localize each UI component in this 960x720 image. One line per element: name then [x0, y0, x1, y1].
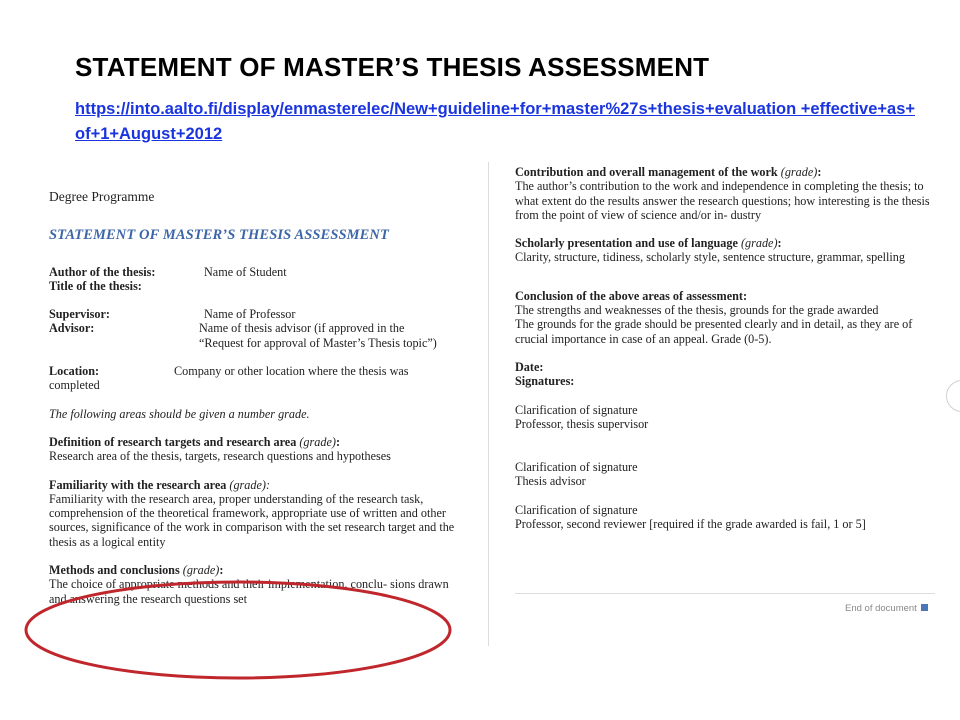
- section-heading: Familiarity with the research area: [49, 477, 227, 492]
- supervisor-label: Supervisor:: [49, 307, 110, 322]
- section-contribution: Contribution and overall management of the work (grade): The author’s contribution to the work and independence in completing the thesis; to what extent do the results answer the research questions; how interesting is the thesis from the point of view of science and/or in- dustry: [515, 165, 933, 222]
- advisor-value: Name of thesis advisor (if approved in the “Request for approval of Master’s Thesis topic”): [199, 321, 437, 350]
- location-label: Location:: [49, 364, 100, 379]
- date-label: Date:: [515, 359, 544, 374]
- grade-label: (grade): [182, 563, 220, 578]
- author-value: Name of Student: [204, 264, 287, 279]
- grade-label: (grade): [299, 434, 336, 449]
- signature-role: Thesis advisor: [515, 474, 586, 489]
- signatures-label: Signatures:: [515, 374, 575, 389]
- author-label: Author of the thesis:: [49, 264, 156, 279]
- thesis-title-label: Title of the thesis:: [49, 278, 142, 293]
- location-value: Company or other location where the thesis was: [174, 364, 409, 379]
- section-body: Research area of the thesis, targets, research questions and hypotheses: [49, 449, 391, 464]
- section-body: Familiarity with the research area, proper understanding of the research task, comprehension of the theoretical framework, appropriate use of written and other sources, significance of the work in comparison with the set research target and the thesis as a logical entity: [49, 491, 455, 549]
- slide-title: STATEMENT OF MASTER’S THESIS ASSESSMENT: [75, 52, 710, 82]
- signature-clarification: Clarification of signature: [515, 402, 638, 417]
- section-body: The author’s contribution to the work and independence in completing the thesis; to what extent do the results answer the research questions; how interesting is the thesis from the point of view of science and/or in- dustry: [515, 179, 930, 222]
- section-methods: Methods and conclusions (grade): The choice of appropriate methods and their implementation, conclu- sions drawn and answering the research questions set: [49, 563, 469, 606]
- signature-clarification: Clarification of signature: [515, 502, 638, 517]
- grade-label: (grade): [229, 477, 266, 492]
- conclusion-body-2: The grounds for the grade should be presented clearly and in detail, as they are of crucial importance in case of an appeal. Grade (0-5).: [515, 317, 913, 346]
- signature-role: Professor, second reviewer [required if the grade awarded is fail, 1 or 5]: [515, 517, 866, 532]
- supervisor-value: Name of Professor: [204, 307, 296, 322]
- section-scholarly: Scholarly presentation and use of language (grade): Clarity, structure, tidiness, scholarly style, sentence structure, grammar, spelling: [515, 236, 933, 265]
- degree-programme: Degree Programme: [49, 189, 155, 204]
- document-title: STATEMENT OF MASTER’S THESIS ASSESSMENT: [49, 227, 389, 244]
- grade-label: (grade): [740, 236, 778, 251]
- conclusion-heading: Conclusion of the above areas of assessment:: [515, 288, 748, 303]
- end-of-document-label: End of document: [845, 603, 917, 614]
- guideline-link[interactable]: https://into.aalto.fi/display/enmasterelec/New+guideline+for+master%27s+thesis+evaluation +effective+as+of+1+August+2012: [75, 100, 916, 143]
- section-familiarity: Familiarity with the research area (grade): Familiarity with the research area, proper understanding of the research task, comprehension of the theoretical framework, appropriate use of written and other sources, significance of the work in comparison with the set research target and the thesis as a logical entity: [49, 478, 469, 549]
- section-body: Clarity, structure, tidiness, scholarly style, sentence structure, grammar, spelling: [515, 250, 905, 265]
- section-research-targets: Definition of research targets and research area (grade): Research area of the thesis, targets, research questions and hypotheses: [49, 435, 469, 464]
- grade-label: (grade): [780, 165, 818, 179]
- section-heading: Methods and conclusions: [49, 563, 180, 578]
- section-heading: Definition of research targets and research area: [49, 434, 297, 449]
- location-value-cont: completed: [49, 378, 100, 393]
- grade-note: The following areas should be given a number grade.: [49, 406, 310, 421]
- section-body: The choice of appropriate methods and their implementation, conclu- sions drawn and answering the research questions set: [49, 577, 449, 606]
- signature-role: Professor, thesis supervisor: [515, 416, 649, 431]
- advisor-label: Advisor:: [49, 321, 95, 336]
- section-heading: Scholarly presentation and use of language: [515, 236, 738, 251]
- conclusion-body: The strengths and weaknesses of the thesis, grounds for the grade awarded: [515, 303, 879, 318]
- section-heading: Contribution and overall management of the work: [515, 165, 778, 179]
- signature-clarification: Clarification of signature: [515, 460, 638, 475]
